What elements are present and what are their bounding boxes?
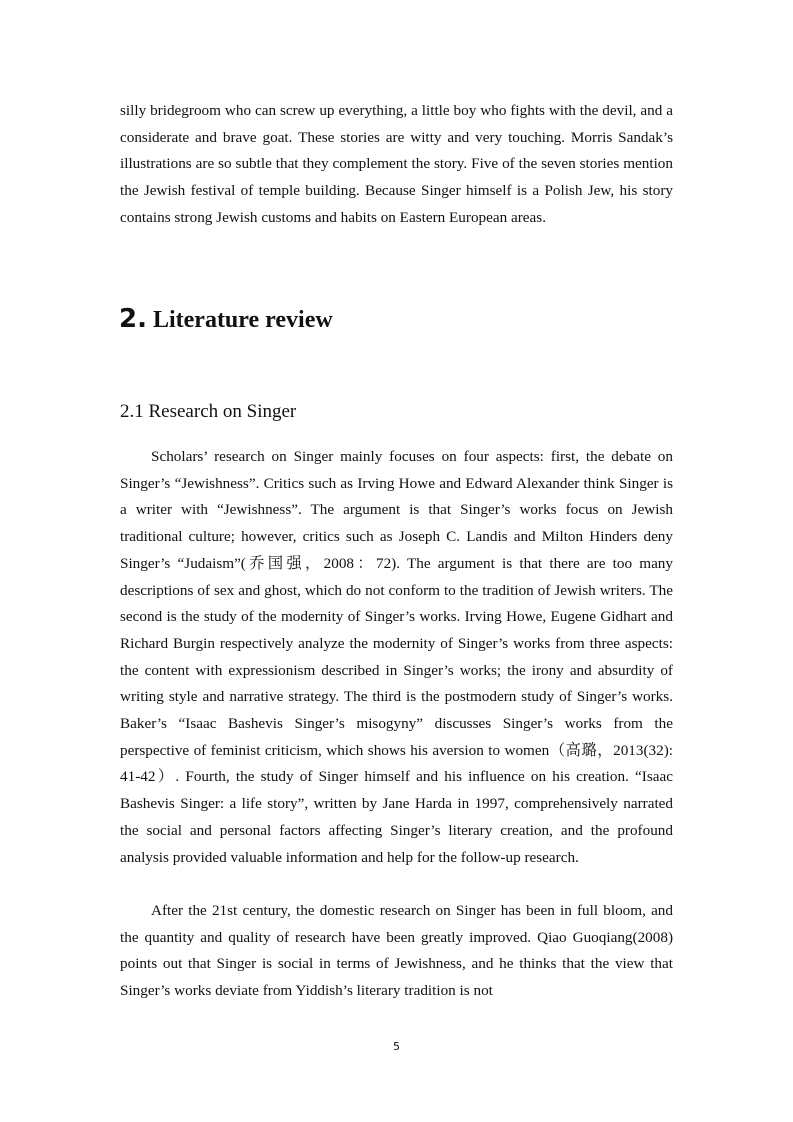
body-paragraph: Scholars’ research on Singer mainly focuses on four aspects: first, the debate on Singer’s “Jewishness”. Critics such as Irving Howe and Edward Alexander think Singer is a writer with “Jewishness”. The argument is that Singer’s works focus on Jewish traditional culture; however, critics such as Joseph C. Landis and Milton Hinders deny Singer’s “Judaism”(乔国强，2008：72). The argument is that there are too many descriptions of sex and ghost, which do not conform to the tradition of Jewish writers. The second is the study of the modernity of Singer’s works. Irving Howe, Eugene Gidhart and Richard Burgin respectively analyze the modernity of Singer’s works from three aspects: the content with expressionism described in Singer’s works; the irony and absurdity of writing style and narrative strategy. The third is the postmodern study of Singer’s works. Baker’s “Isaac Bashevis Singer’s misogyny” discusses Singer’s works from the perspective of feminist criticism, which shows his aversion to women（高璐，2013(32): 41-42）. Fourth, the study of Singer himself and his influence on his creation. “Isaac Bashevis Singer: a life story”, written by Jane Harda in 1997, comprehensively narrated the social and personal factors affecting Singer’s literary creation, and the profound analysis provided valuable information and help for the follow-up research. (120, 448, 673, 866)
body-paragraph: After the 21st century, the domestic research on Singer has been in full bloom, and the quantity and quality of research have been greatly improved. Qiao Guoqiang(2008) points out that Singer is social in terms of Jewishness, and he thinks that the view that Singer’s works deviate from Yiddish’s literary tradition is not (120, 902, 673, 1000)
section-title: Literature review (152, 307, 333, 333)
section-heading (119, 302, 333, 337)
subsection-heading: 2.1 Research on Singer (120, 401, 297, 422)
continuation-paragraph: silly bridegroom who can screw up everything, a little boy who fights with the devil, and a considerate and brave goat. These stories are witty and very touching. Morris Sandak’s illustrations are so subtle that they complement the story. Five of the seven stories mention the Jewish festival of temple building. Because Singer himself is a Polish Jew, his story contains strong Jewish customs and habits on Eastern European areas. (120, 102, 673, 226)
page-number: 5 (393, 1040, 400, 1053)
section-number: 2. (119, 304, 147, 334)
